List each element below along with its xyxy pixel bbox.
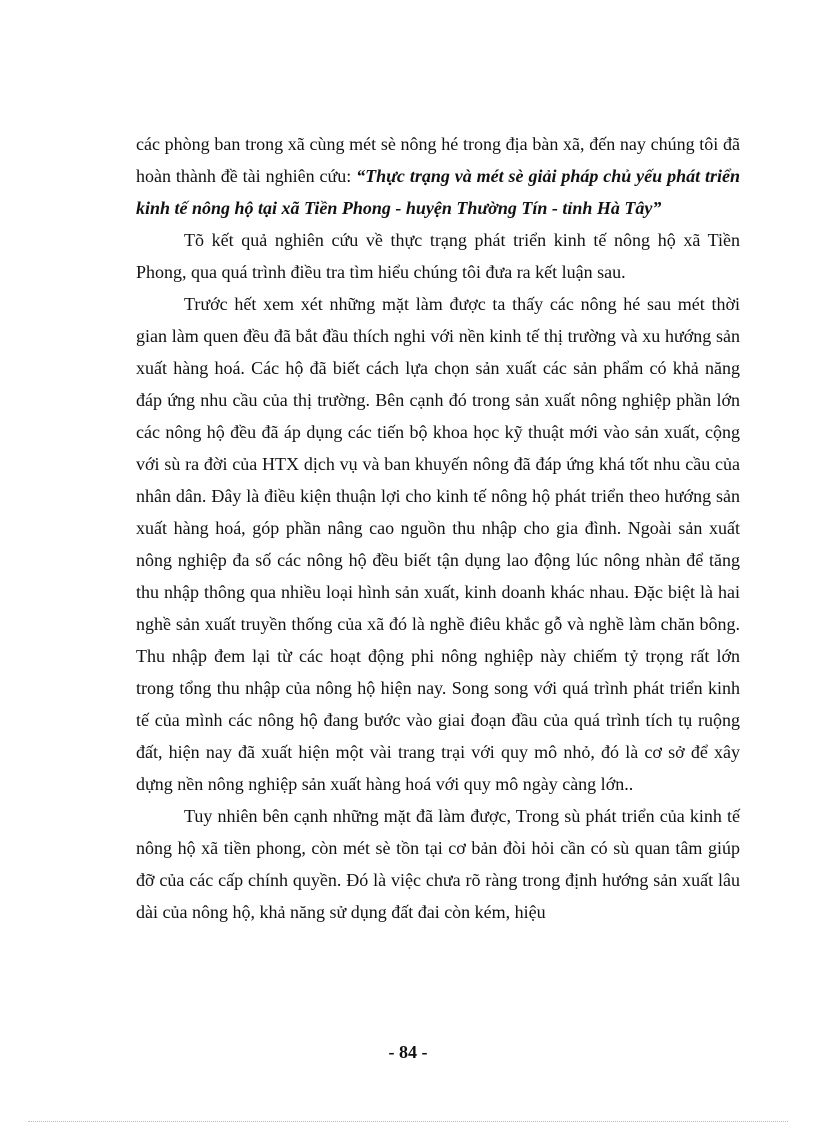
paragraph-4: Tuy nhiên bên cạnh những mặt đã làm được, Trong sù phát triển của kinh tế nông hộ xã tiền phong, còn mét sè tồn tại cơ bản đòi hỏi cần có sù quan tâm giúp đỡ của các cấp chính quyền. Đó là việc chưa rõ ràng trong định hướng sản xuất lâu dài của nông hộ, khả năng sử dụng đất đai còn kém, hiệu xyxy=(136,806,740,922)
paragraph-1-text: các phòng ban trong xã cùng mét sè nông hé trong địa bàn xã, đến nay chúng tôi đã hoàn thành đề tài nghiên cứu: xyxy=(136,134,740,186)
paragraph-2: Tõ kết quả nghiên cứu về thực trạng phát triển kinh tế nông hộ xã Tiền Phong, qua quá trình điều tra tìm hiểu chúng tôi đưa ra kết luận sau. xyxy=(136,230,740,282)
footer-divider xyxy=(28,1121,788,1122)
paragraph-1 xyxy=(136,128,740,224)
page-number: - 84 - xyxy=(388,1042,428,1062)
paragraph-3: Trước hết xem xét những mặt làm được ta thấy các nông hé sau mét thời gian làm quen đều đã bắt đầu thích nghi với nền kinh tế thị trường và xu hướng sản xuất hàng hoá. Các hộ đã biết cách lựa chọn sản xuất các sản phẩm có khả năng đáp ứng nhu cầu của thị trường. Bên cạnh đó trong sản xuất nông nghiệp phần lớn các nông hộ đều đã áp dụng các tiến bộ khoa học kỹ thuật mới vào sản xuất, cộng với sù ra đời của HTX dịch vụ và ban khuyến nông đã đáp ứng khá tốt nhu cầu của nhân dân. Đây là điều kiện thuận lợi cho kinh tế nông hộ phát triển theo hướng sản xuất hàng hoá, góp phần nâng cao nguồn thu nhập cho gia đình. Ngoài sản xuất nông nghiệp đa số các nông hộ đều biết tận dụng lao động lúc nông nhàn để tăng thu nhập thông qua nhiều loại hình sản xuất, kinh doanh khác nhau. Đặc biệt là hai nghề sản xuất truyền thống của xã đó là nghề điêu khắc gỗ và nghề làm chăn bông. Thu nhập đem lại từ các hoạt động phi nông nghiệp này chiếm tỷ trọng rất lớn trong tổng thu nhập của nông hộ hiện nay. Song song với quá trình phát triển kinh tế của mình các nông hộ đang bước vào giai đoạn đầu của quá trình tích tụ ruộng đất, hiện nay đã xuất hiện một vài trang trại với quy mô nhỏ, đó là cơ sở để xây dựng nền nông nghiệp sản xuất hàng hoá với quy mô ngày càng lớn.. xyxy=(136,294,740,794)
body-text xyxy=(136,128,740,928)
research-title: “Thực trạng và mét sè giải pháp chủ yếu phát triển kinh tế nông hộ tại xã Tiền Phong - huyện Thường Tín - tỉnh Hà Tây” xyxy=(136,166,740,218)
